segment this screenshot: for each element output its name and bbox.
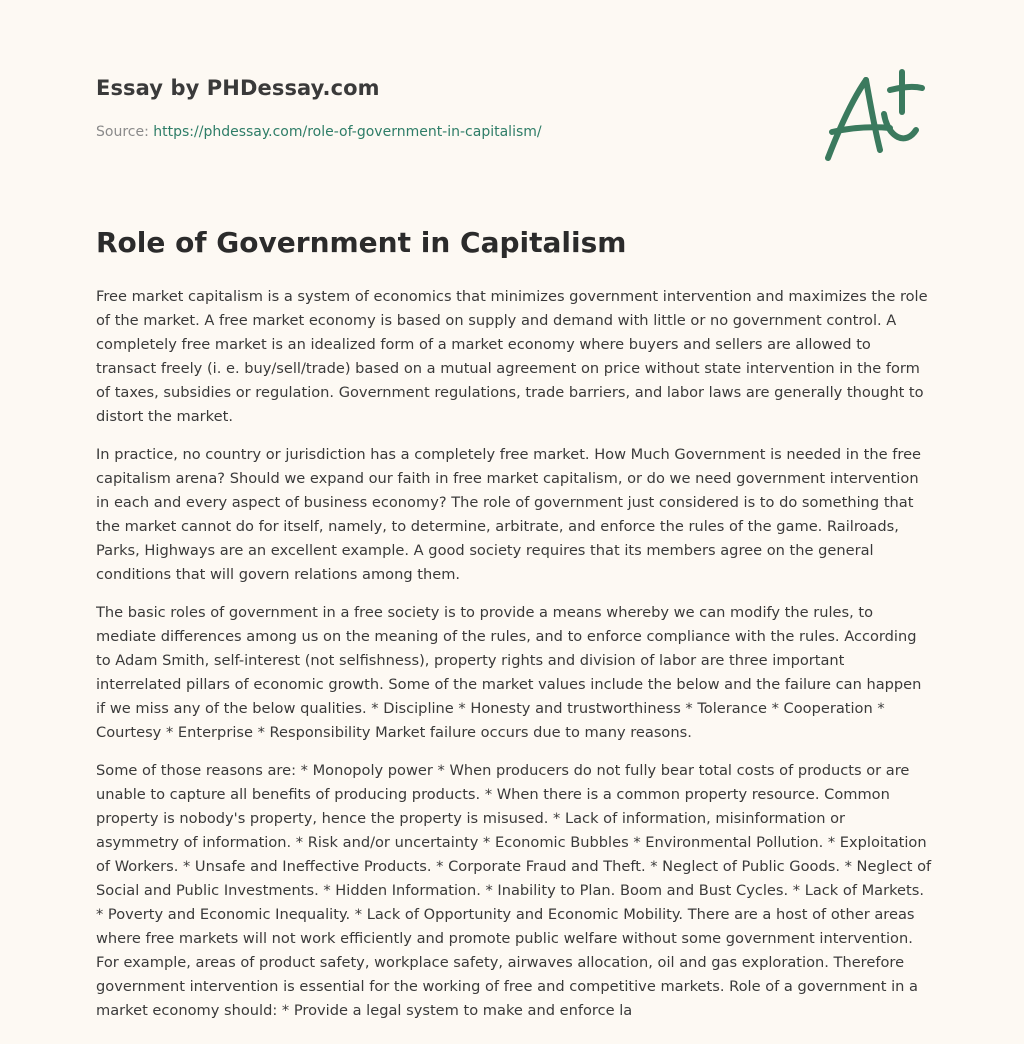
essay-paragraph: Free market capitalism is a system of economics that minimizes government intervention and maximizes the role of the market. A free market economy is based on supply and demand with little or no government control. A completely free market is an idealized form of a market economy where buyers and sellers are allowed to transact freely (i. e. buy/sell/trade) based on a mutual agreement on price without state intervention in the form of taxes, subsidies or regulation. Government regulations, trade barriers, and labor laws are generally thought to distort the market. bbox=[96, 288, 928, 425]
essay-paragraph: The basic roles of government in a free society is to provide a means whereby we can modify the rules, to mediate differences among us on the meaning of the rules, and to enforce compliance with the rules. According to Adam Smith, self-interest (not selfishness), property rights and division of labor are three important interrelated pillars of economic growth. Some of the market values include the below and the failure can happen if we miss any of the below qualities. * Discipline * Honesty and trustworthiness * Tolerance * Cooperation * Courtesy * Enterprise * Responsibility Market failure occurs due to many reasons. bbox=[96, 604, 922, 741]
essay-paragraph: Some of those reasons are: * Monopoly power * When producers do not fully bear total costs of products or are unable to capture all benefits of producing products. * When there is a common property resource. Common property is nobody's property, hence the property is misused. * Lack of information, misinformation or asymmetry of information. * Risk and/or uncertainty * Economic Bubbles * Environmental Pollution. * Exploitation of Workers. * Unsafe and Ineffective Products. * Corporate Fraud and Theft. * Neglect of Public Goods. * Neglect of Social and Public Investments. * Hidden Information. * Inability to Plan. Boom and Bust Cycles. * Lack of Markets. * Poverty and Economic Inequality. * Lack of Opportunity and Economic Mobility. There are a host of other areas where free markets will not work efficiently and promote public welfare without some government intervention. For example, areas of product safety, workplace safety, airwaves allocation, oil and gas exploration. Therefore government intervention is essential for the working of free and competitive markets. Role of a government in a market economy should: * Provide a legal system to make and enforce la bbox=[96, 762, 932, 1019]
essay-title: Role of Government in Capitalism bbox=[96, 226, 627, 259]
source-link[interactable]: https://phdessay.com/role-of-government-in-capitalism/ bbox=[153, 124, 542, 140]
a-plus-grade-icon bbox=[818, 66, 930, 166]
essay-paragraph: In practice, no country or jurisdiction has a completely free market. How Much Government is needed in the free capitalism arena? Should we expand our faith in free market capitalism, or do we need government intervention in each and every aspect of business economy? The role of government just considered is to do something that the market cannot do for itself, namely, to determine, arbitrate, and enforce the rules of the game. Railroads, Parks, Highways are an excellent example. A good society requires that its members agree on the general conditions that will govern relations among them. bbox=[96, 446, 922, 583]
source-label: Source: bbox=[96, 124, 154, 140]
source-line bbox=[96, 124, 542, 140]
essay-body bbox=[96, 285, 932, 1033]
site-title: Essay by PHDessay.com bbox=[96, 76, 380, 100]
